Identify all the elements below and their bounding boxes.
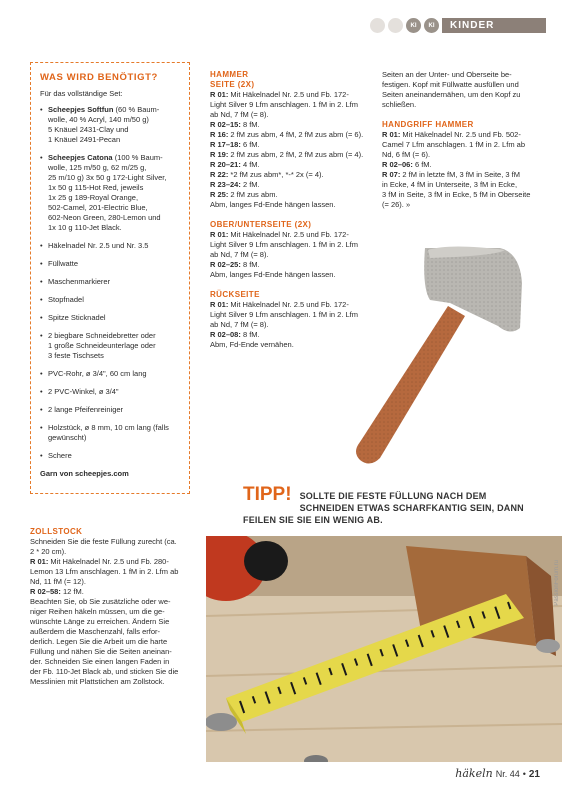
material-item [40,259,180,269]
row-text: 4 fM. [240,160,260,169]
row-text: der. Schneiden Sie einen langen Faden in [30,657,170,666]
row-label: R 01: [210,300,229,309]
material-line: 5 Knäuel 2431-Clay und [48,125,129,134]
hammer-row [210,200,376,210]
materials-intro: Für das vollständige Set: [40,89,123,98]
row-label: R 02–15: [210,120,241,129]
material-name: Scheepjes Softfun [48,105,114,114]
row-text: 2 fM in letzte fM, 3 fM in Seite, 3 fM [400,170,520,179]
row-text: *2 fM zus abm*, *-* 2x (= 4). [228,170,324,179]
material-line: 2 biegbare Schneidebretter oder [48,331,156,340]
row-text: Light Silver 9 Lfm anschlagen. 1 fM in 2. Lfm [210,310,358,319]
zollstock-row [30,547,198,557]
zollstock-row [30,557,198,567]
material-item [40,277,180,287]
row-label: R 02–58: [30,587,61,596]
zollstock-row [30,617,198,627]
material-line: Schere [48,451,72,460]
row-text: Mit Häkelnadel Nr. 2.5 und Fb. 502- [400,130,521,139]
handgriff-row [382,190,548,200]
zollstock-title: ZOLLSTOCK [30,527,83,536]
row-text: 8 fM. [240,330,260,339]
nav-dot-3: KI [406,18,421,33]
row-text: niger Reihen häkeln müssen, um die ge- [30,607,165,616]
materials-box [30,62,190,494]
row-label: R 02–06: [382,160,413,169]
row-label: R 19: [210,150,229,159]
material-item [40,105,180,145]
instruction-line: festigen. Kopf mit Füllwatte ausfüllen und [382,80,519,89]
handgriff-title: HANDGRIFF HAMMER [382,120,474,129]
row-text: der Fb. 110-Jet Black ab, und sticken Sie die [30,667,179,676]
row-text: Light Silver 9 Lfm anschlagen. 1 fM in 2. Lfm [210,100,358,109]
page-number: 21 [528,769,540,780]
zollstock-row [30,607,198,617]
material-item [40,369,180,379]
handgriff-row [382,130,548,140]
hammer-row [210,170,376,180]
row-text: Mit Häkelnadel Nr. 2.5 und Fb. 172- [228,90,349,99]
hammer-row [210,120,376,130]
material-item [40,331,180,361]
row-label: R 22: [210,170,229,179]
material-line: Maschenmarkierer [48,277,111,286]
handgriff-row [382,140,548,150]
zollstock-row [30,657,198,667]
watermark: PassionForum.ru [554,560,560,606]
row-text: wünschte Länge zu erreichen. Ändern Sie [30,617,170,626]
row-text: 2 fM zus abm, 4 fM, 2 fM zus abm (= 6). [228,130,364,139]
material-item [40,423,180,443]
row-text: 8 fM. [240,120,260,129]
row-text: derlich. Legen Sie die Arbeit um die harte [30,637,168,646]
hammer-row [210,100,376,110]
row-text: Schneiden Sie die feste Füllung zurecht (ca. [30,537,177,546]
row-text: in Ecke, 4 fM in Unterseite, 3 fM in Ecke, [382,180,518,189]
row-text: 2 fM zus abm, 2 fM, 2 fM zus abm (= 4). [228,150,364,159]
nav-dot-4: KI [424,18,439,33]
row-label: R 02–25: [210,260,241,269]
row-text: Light Silver 9 Lfm anschlagen. 1 fM in 2. Lfm [210,240,358,249]
material-line: 1 Knäuel 2491-Pecan [48,135,121,144]
row-label: R 01: [382,130,401,139]
row-text: Camel 7 Lfm anschlagen. 1 fM in 2. Lfm ab [382,140,525,149]
ober-title: OBER/UNTERSEITE (2X) [210,220,312,229]
hammer-row [210,180,376,190]
row-text: Lemon 13 Lfm anschlagen. 1 fM in 2. Lfm ab [30,567,179,576]
zollstock-row [30,537,198,547]
hammer-row [210,150,376,160]
handgriff-row [382,180,548,190]
materials-title: WAS WIRD BENÖTIGT? [40,72,158,83]
material-line: (60 % Baum- [113,105,160,114]
zollstock-row [30,587,198,597]
zollstock-row [30,667,198,677]
page-footer [455,767,540,780]
hammer-row [210,130,376,140]
material-item [40,313,180,323]
material-line: 25 m/10 g) 3x 50 g 172-Light Silver, [48,173,167,182]
handgriff-row [382,150,548,160]
row-text: außerdem die Maschenzahl, falls erfor- [30,627,161,636]
material-line: PVC-Rohr, ø 3/4", 60 cm lang [48,369,147,378]
hammer-image [330,228,540,473]
row-text: Füllung und nähen Sie die Seiten aneinan- [30,647,172,656]
row-text: Mit Häkelnadel Nr. 2.5 und Fb. 280- [48,557,169,566]
material-line: 602-Neon Green, 280-Lemon und [48,213,161,222]
zollstock-row [30,577,198,587]
issue-number: Nr. 44 [495,769,520,779]
magazine-name: häkeln [455,767,493,780]
material-line: Spitze Sticknadel [48,313,106,322]
hammer-row [210,190,376,200]
materials-list [40,105,180,461]
material-line: gewünscht) [48,433,87,442]
footer-bullet: • [522,769,526,779]
material-line: 1x 50 g 115-Hot Red, jeweils [48,183,144,192]
nav-dot-2 [388,18,403,33]
material-item [40,387,180,397]
material-line: wolle, 40 % Acryl, 140 m/50 g) [48,115,149,124]
material-line: 502-Camel, 201-Electric Blue, [48,203,148,212]
instruction-line: Seiten aneinandernähen, um den Kopf zu [382,90,521,99]
row-text: Messlinien mit Plattstichen am Zollstock. [30,677,165,686]
right-column [382,70,548,210]
material-item [40,451,180,461]
material-line: (100 % Baum- [112,153,163,162]
material-line: Holzstück, ø 8 mm, 10 cm lang (falls [48,423,169,432]
row-text: Nd, 6 fM (= 6). [382,150,431,159]
handgriff-row [382,160,548,170]
row-label: R 01: [30,557,49,566]
row-text: 3 fM in Seite, 3 fM in Ecke, 5 fM in Oberseite [382,190,531,199]
row-text: 6 fM. [240,140,260,149]
row-text: 2 * 20 cm). [30,547,67,556]
row-label: R 01: [210,230,229,239]
zollstock-row [30,627,198,637]
row-text: 2 fM. [240,180,260,189]
hammer-row [210,110,376,120]
row-text: 8 fM. [240,260,260,269]
material-item [40,153,180,233]
row-text: Abm, langes Fd-Ende hängen lassen. [210,270,336,279]
hammer-row [210,160,376,170]
row-label: R 25: [210,190,229,199]
hammer-title: HAMMER [210,70,249,79]
tip-box [243,484,543,526]
yarn-source: Garn von scheepjes.com [40,469,129,478]
hammer-subtitle: SEITE (2X) [210,80,255,89]
rueck-title: RÜCKSEITE [210,290,260,299]
material-line: 2 lange Pfeifenreiniger [48,405,124,414]
handgriff-row [382,170,548,180]
zollstock-row [30,677,198,687]
material-line: Häkelnadel Nr. 2.5 und Nr. 3.5 [48,241,149,250]
zollstock-row [30,637,198,647]
row-text: Abm, langes Fd-Ende hängen lassen. [210,200,336,209]
row-text: Mit Häkelnadel Nr. 2.5 und Fb. 172- [228,230,349,239]
row-text: 12 fM. [60,587,84,596]
section-header [370,18,546,33]
row-label: R 01: [210,90,229,99]
row-text: Abm, Fd-Ende vernähen. [210,340,294,349]
handgriff-row [382,200,548,210]
zollstock-row [30,647,198,657]
material-line: Füllwatte [48,259,79,268]
material-name: Scheepjes Catona [48,153,113,162]
row-label: R 17–18: [210,140,241,149]
zollstock-row [30,597,198,607]
material-line: 1x 10 g 110-Jet Black. [48,223,122,232]
zollstock-row [30,567,198,577]
row-label: R 23–24: [210,180,241,189]
material-item [40,295,180,305]
row-label: R 20–21: [210,160,241,169]
material-line: 2 PVC-Winkel, ø 3/4" [48,387,119,396]
row-label: R 02–08: [210,330,241,339]
row-label: R 16: [210,130,229,139]
ruler-photo [206,536,562,762]
row-text: 6 fM. [412,160,432,169]
row-text: (= 26). » [382,200,411,209]
nav-dot-1 [370,18,385,33]
row-text: 2 fM zus abm. [228,190,278,199]
instruction-line: Seiten an der Unter- und Oberseite be- [382,70,512,79]
material-line: wolle, 125 m/50 g, 62 m/25 g, [48,163,147,172]
material-line: 1 große Schneideunterlage oder [48,341,156,350]
material-line: Stopfnadel [48,295,84,304]
zollstock-section [30,527,198,687]
tip-text: SOLLTE DIE FESTE FÜLLUNG NACH DEM SCHNEIDEN ETWAS SCHARFKANTIG SEIN, DANN FEILEN SIE SIE EIN WENIG AB. [243,491,524,525]
hammer-row [210,140,376,150]
row-text: Nd, 11 fM (= 12). [30,577,86,586]
row-text: Beachten Sie, ob Sie zusätzliche oder we- [30,597,171,606]
section-label: KINDER [442,18,546,33]
row-text: Mit Häkelnadel Nr. 2.5 und Fb. 172- [228,300,349,309]
tip-label: TIPP! [243,484,292,505]
material-item [40,241,180,251]
material-item [40,405,180,415]
material-line: 1x 25 g 189-Royal Orange, [48,193,139,202]
row-text: ab Nd, 7 fM (= 8). [210,250,269,259]
row-text: ab Nd, 7 fM (= 8). [210,110,269,119]
hammer-row [210,90,376,100]
row-text: ab Nd, 7 fM (= 8). [210,320,269,329]
material-line: 3 feste Tischsets [48,351,104,360]
row-label: R 07: [382,170,401,179]
instruction-line: schließen. [382,100,417,109]
